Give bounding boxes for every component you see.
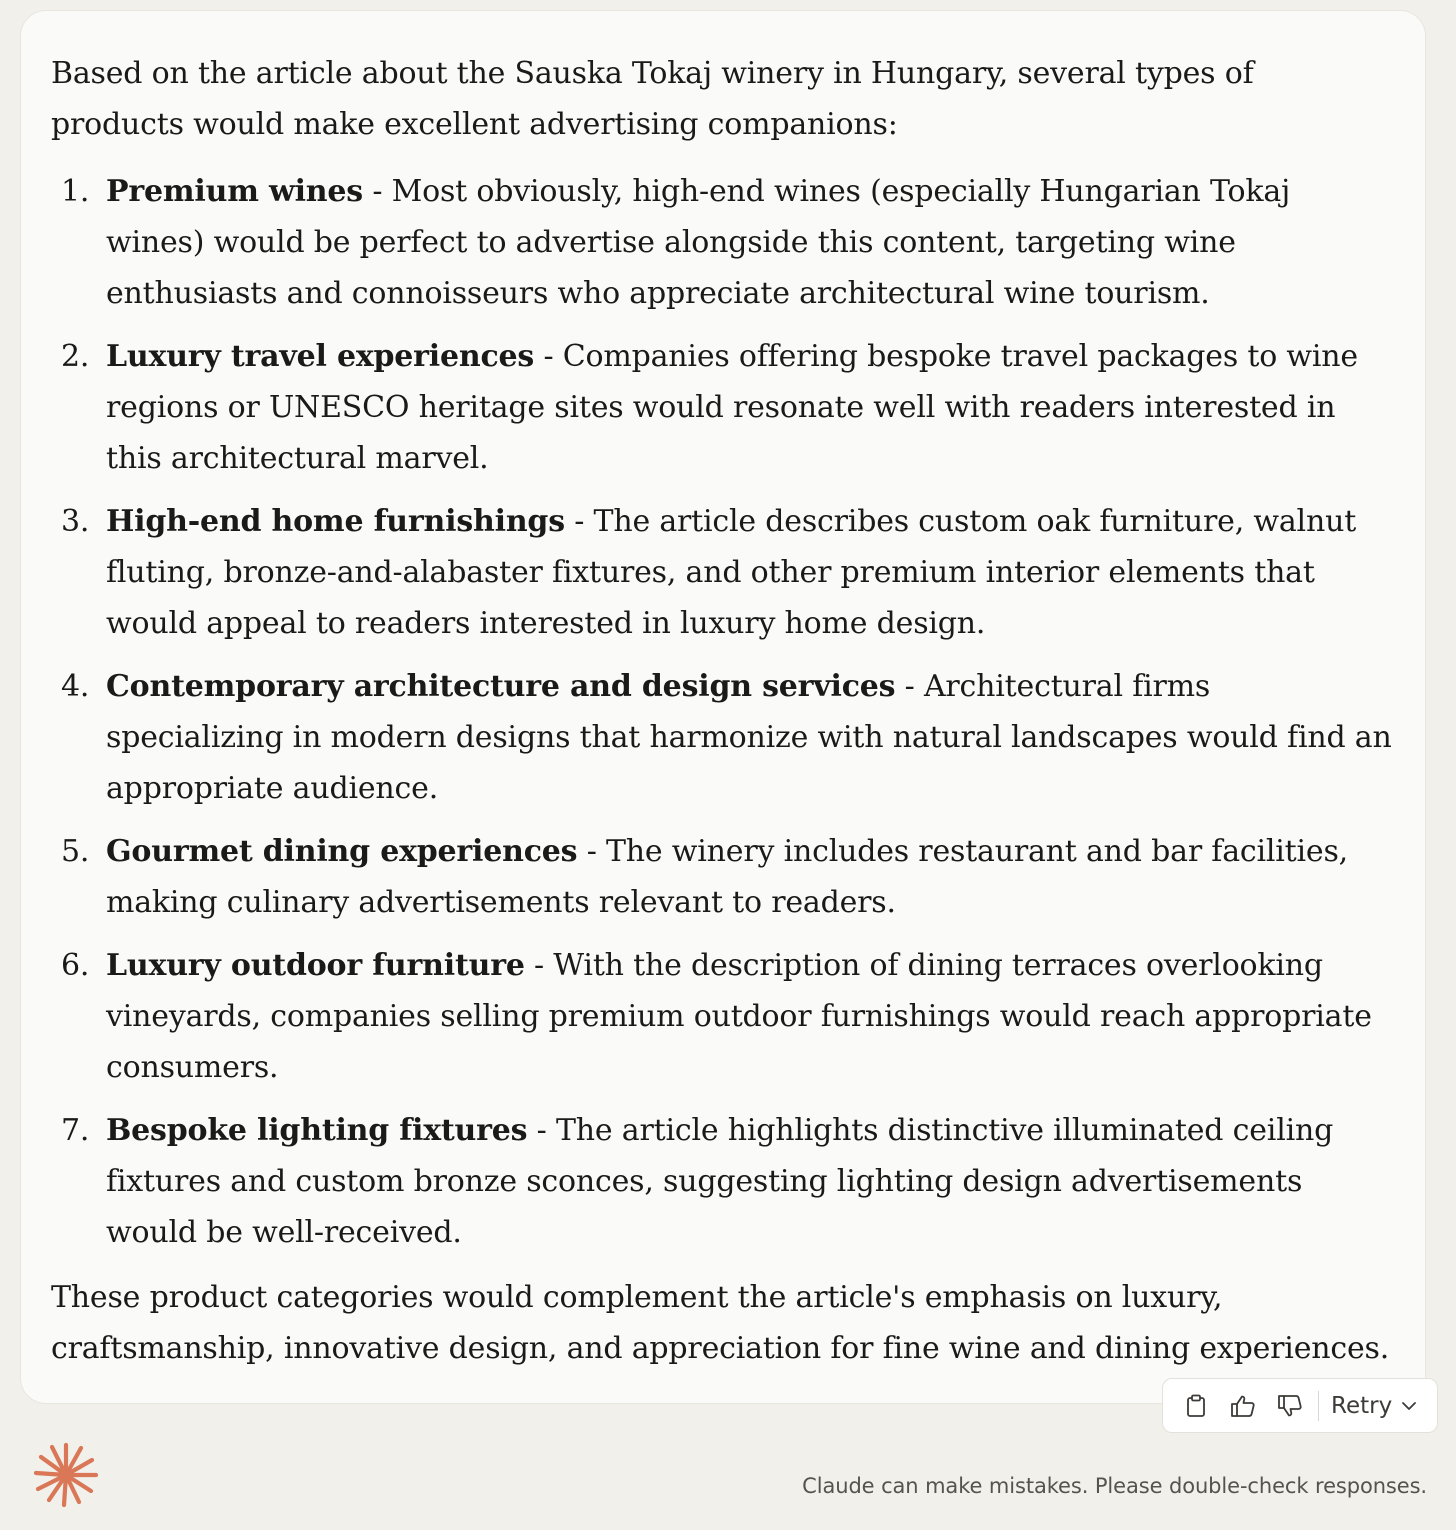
list-number: 1.: [61, 174, 90, 209]
clipboard-icon: [1185, 1394, 1207, 1418]
list-item: [51, 496, 1395, 649]
list-item-text: - The article describes custom oak furniture, walnut fluting, bronze-and-alabaster fixtures, and other premium interior elements that would appeal to readers interested in luxury home design.: [106, 504, 1357, 641]
list-item-title: High-end home furnishings: [106, 504, 565, 539]
list-item-title: Contemporary architecture and design services: [106, 669, 896, 704]
list-item: [51, 166, 1395, 319]
list-item-text: - The article highlights distinctive illuminated ceiling fixtures and custom bronze sconces, suggesting lighting design advertisements would be well-received.: [106, 1113, 1334, 1250]
assistant-message: [20, 10, 1426, 1404]
retry-button[interactable]: [1331, 1393, 1417, 1419]
disclaimer-text: Claude can make mistakes. Please double-check responses.: [802, 1474, 1427, 1498]
product-list: [51, 166, 1395, 1258]
list-item-text: - Most obviously, high-end wines (especially Hungarian Tokaj wines) would be perfect to advertise alongside this content, targeting wine enthusiasts and connoisseurs who appreciate architectural wine tourism.: [106, 174, 1291, 311]
claude-starburst-icon: [33, 1442, 99, 1508]
intro-paragraph: Based on the article about the Sauska Tokaj winery in Hungary, several types of products would make excellent advertising companions:: [51, 56, 1254, 142]
list-item-text: - The winery includes restaurant and bar facilities, making culinary advertisements relevant to readers.: [106, 834, 1349, 920]
list-item: [51, 661, 1395, 814]
list-number: 3.: [61, 504, 90, 539]
thumbs-up-icon: [1230, 1394, 1256, 1418]
list-item-title: Bespoke lighting fixtures: [106, 1113, 528, 1148]
chevron-down-icon: [1401, 1401, 1417, 1411]
list-number: 5.: [61, 834, 90, 869]
list-item: [51, 826, 1395, 928]
thumbs-down-icon: [1277, 1394, 1303, 1418]
list-item-title: Premium wines: [106, 174, 363, 209]
list-number: 4.: [61, 669, 90, 704]
retry-label: Retry: [1331, 1392, 1393, 1419]
list-item: [51, 1105, 1395, 1258]
copy-button[interactable]: [1175, 1385, 1217, 1427]
conclusion-paragraph: These product categories would complement the article's emphasis on luxury, craftsmanship, innovative design, and appreciation for fine wine and dining experiences.: [51, 1280, 1390, 1366]
list-item-text: - Architectural firms specializing in modern designs that harmonize with natural landscapes would find an appropriate audience.: [106, 669, 1392, 806]
like-button[interactable]: [1222, 1385, 1264, 1427]
list-item: [51, 331, 1395, 484]
list-item-text: - Companies offering bespoke travel packages to wine regions or UNESCO heritage sites would resonate well with readers interested in this architectural marvel.: [106, 339, 1358, 476]
list-item-title: Gourmet dining experiences: [106, 834, 578, 869]
list-item: [51, 940, 1395, 1093]
list-number: 2.: [61, 339, 90, 374]
list-item-title: Luxury travel experiences: [106, 339, 535, 374]
list-item-title: Luxury outdoor furniture: [106, 948, 525, 983]
message-actions: [1162, 1378, 1438, 1433]
actions-divider: [1318, 1391, 1319, 1421]
dislike-button[interactable]: [1269, 1385, 1311, 1427]
list-number: 7.: [61, 1113, 90, 1148]
list-item-text: - With the description of dining terraces overlooking vineyards, companies selling premium outdoor furnishings would reach appropriate consumers.: [106, 948, 1372, 1085]
list-number: 6.: [61, 948, 90, 983]
